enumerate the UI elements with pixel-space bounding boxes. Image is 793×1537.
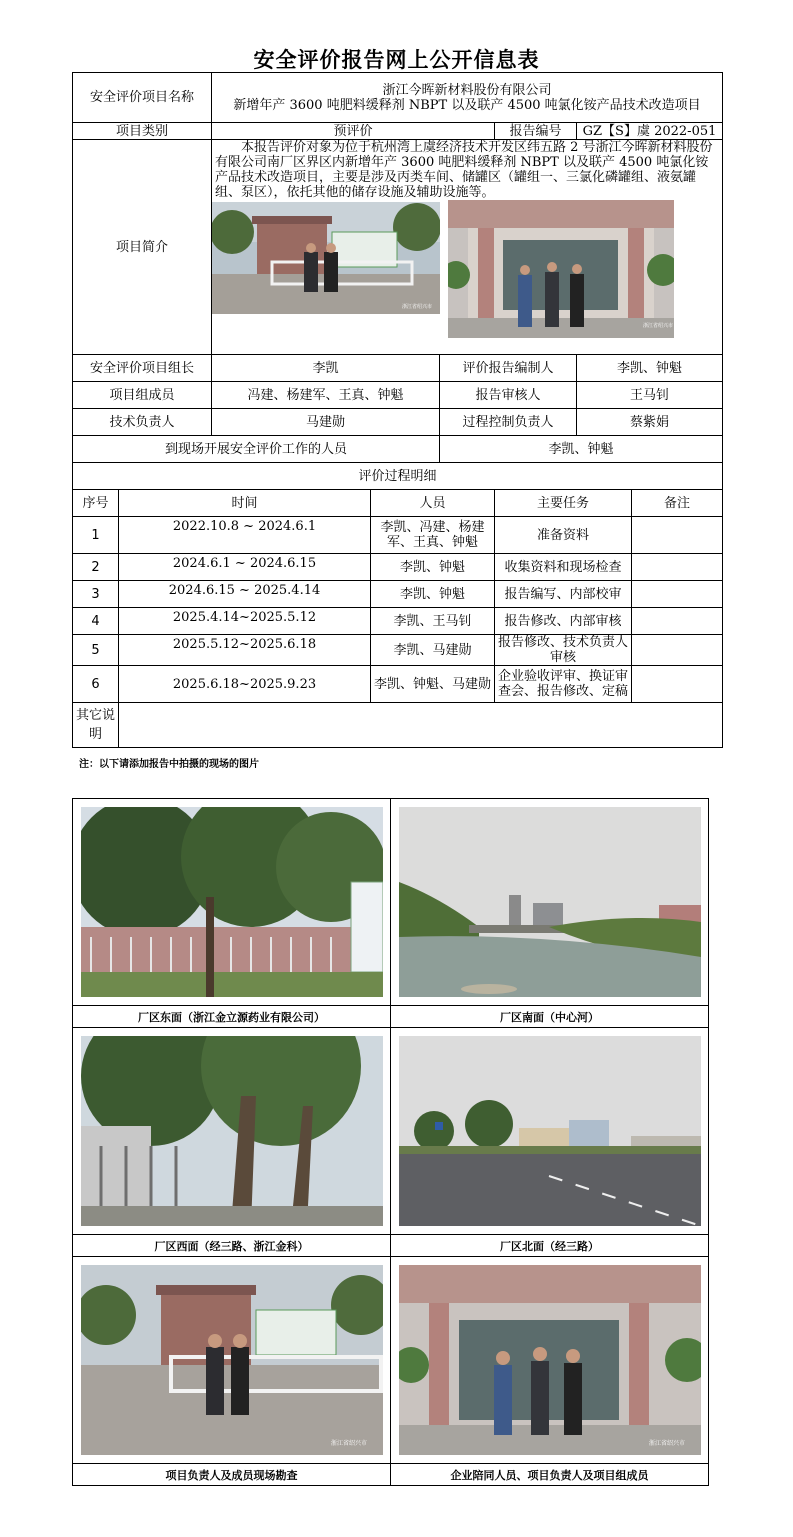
table-row <box>73 581 723 608</box>
caption-site-survey: 项目负责人及成员现场勘查 <box>73 1464 391 1486</box>
row-remark <box>632 554 723 581</box>
process-control-label: 过程控制负责人 <box>440 409 577 436</box>
project-name: 新增年产 3600 吨肥料缓释剂 NBPT 以及联产 4500 吨氯化铵产品技术改造项目 <box>233 97 701 113</box>
caption-company-staff: 企业陪同人员、项目负责人及项目组成员 <box>391 1464 709 1486</box>
col-header-no: 序号 <box>73 490 119 517</box>
photo-west <box>81 1036 383 1226</box>
col-header-remark: 备注 <box>632 490 723 517</box>
process-control-value: 蔡紫娟 <box>577 409 723 436</box>
onsite-label: 到现场开展安全评价工作的人员 <box>73 436 440 463</box>
row-staff: 李凯、王马钊 <box>371 608 495 635</box>
table-row <box>73 554 723 581</box>
leader-value: 李凯 <box>212 355 440 382</box>
row-remark <box>632 666 723 703</box>
row-staff: 李凯、冯建、杨建军、王真、钟魁 <box>371 517 495 554</box>
photo-east <box>81 807 383 997</box>
other-label: 其它说明 <box>73 703 119 748</box>
photo-note: 注：以下请添加报告中拍摄的现场的图片 <box>79 759 259 770</box>
col-header-task: 主要任务 <box>495 490 632 517</box>
compiler-value: 李凯、钟魁 <box>577 355 723 382</box>
table-row <box>73 635 723 666</box>
page-title: 安全评价报告网上公开信息表 <box>253 48 540 72</box>
info-table <box>72 72 723 748</box>
table-row <box>73 608 723 635</box>
caption-south: 厂区南面（中心河） <box>391 1006 709 1028</box>
photo-south <box>399 807 701 997</box>
row-remark <box>632 581 723 608</box>
category-label: 项目类别 <box>73 123 212 140</box>
table-row <box>73 517 723 554</box>
row-remark <box>632 608 723 635</box>
table-row <box>73 666 723 703</box>
compiler-label: 评价报告编制人 <box>440 355 577 382</box>
row-time: 2024.6.15 ~ 2025.4.14 <box>119 581 371 608</box>
tech-label: 技术负责人 <box>73 409 212 436</box>
row-task: 准备资料 <box>495 517 632 554</box>
survey-photo-stamp: 浙江省绍兴市 <box>330 1440 367 1447</box>
intro-text: 本报告评价对象为位于杭州湾上虞经济技术开发区纬五路 2 号浙江今晖新材料股份有限公司南厂区界区内新增年产 3600 吨肥料缓释剂 NBPT 以及联产 4500 吨氯化铵产品技术改造项目，主要是涉及丙类车间、储罐区（罐组一、三氯化磷罐组、液氨罐组、泵区），依托其他的储存设施及辅助设施等。 <box>215 140 713 200</box>
reviewer-label: 报告审核人 <box>440 382 577 409</box>
leader-label: 安全评价项目组长 <box>73 355 212 382</box>
report-no-value: GZ【S】虞 2022-051 <box>577 123 723 140</box>
project-name-label: 安全评价项目名称 <box>73 73 212 123</box>
caption-west: 厂区西面（经三路、浙江金科） <box>73 1235 391 1257</box>
row-remark <box>632 635 723 666</box>
row-time: 2025.4.14~2025.5.12 <box>119 608 371 635</box>
photo-site-survey <box>81 1265 383 1455</box>
intro-photo-2 <box>448 200 674 338</box>
caption-north: 厂区北面（经三路） <box>391 1235 709 1257</box>
members-value: 冯建、杨建军、王真、钟魁 <box>212 382 440 409</box>
row-task: 报告修改、技术负责人审核 <box>495 635 632 666</box>
row-no: 3 <box>73 581 119 608</box>
row-time: 2022.10.8 ~ 2024.6.1 <box>119 517 371 554</box>
row-staff: 李凯、钟魁、马建勋 <box>371 666 495 703</box>
row-task: 企业验收评审、换证审查会、报告修改、定稿 <box>495 666 632 703</box>
row-time: 2025.6.18~2025.9.23 <box>119 666 371 703</box>
row-staff: 李凯、马建勋 <box>371 635 495 666</box>
process-title: 评价过程明细 <box>73 463 723 490</box>
row-task: 报告编写、内部校审 <box>495 581 632 608</box>
photo-north <box>399 1036 701 1226</box>
row-task: 收集资料和现场检查 <box>495 554 632 581</box>
row-no: 6 <box>73 666 119 703</box>
intro-photo-stamp-1: 浙江省绍兴市 <box>402 304 433 310</box>
onsite-value: 李凯、钟魁 <box>440 436 723 463</box>
category-value: 预评价 <box>212 123 495 140</box>
other-value <box>119 703 723 748</box>
photo-company-staff <box>399 1265 701 1455</box>
reviewer-value: 王马钊 <box>577 382 723 409</box>
intro-label: 项目简介 <box>73 140 212 355</box>
row-remark <box>632 517 723 554</box>
col-header-time: 时间 <box>119 490 371 517</box>
intro-photo-1 <box>212 202 440 314</box>
photo-gallery <box>72 798 709 1486</box>
row-no: 1 <box>73 517 119 554</box>
members-label: 项目组成员 <box>73 382 212 409</box>
row-no: 2 <box>73 554 119 581</box>
intro-photo-stamp-2: 浙江省绍兴市 <box>643 323 674 329</box>
report-no-label: 报告编号 <box>495 123 577 140</box>
row-no: 5 <box>73 635 119 666</box>
row-no: 4 <box>73 608 119 635</box>
staff-photo-stamp: 浙江省绍兴市 <box>648 1440 685 1447</box>
company-name: 浙江今晖新材料股份有限公司 <box>382 82 552 98</box>
tech-value: 马建勋 <box>212 409 440 436</box>
row-time: 2025.5.12~2025.6.18 <box>119 635 371 666</box>
col-header-staff: 人员 <box>371 490 495 517</box>
row-staff: 李凯、钟魁 <box>371 554 495 581</box>
row-task: 报告修改、内部审核 <box>495 608 632 635</box>
caption-east: 厂区东面（浙江金立源药业有限公司） <box>73 1006 391 1028</box>
row-staff: 李凯、钟魁 <box>371 581 495 608</box>
row-time: 2024.6.1 ~ 2024.6.15 <box>119 554 371 581</box>
